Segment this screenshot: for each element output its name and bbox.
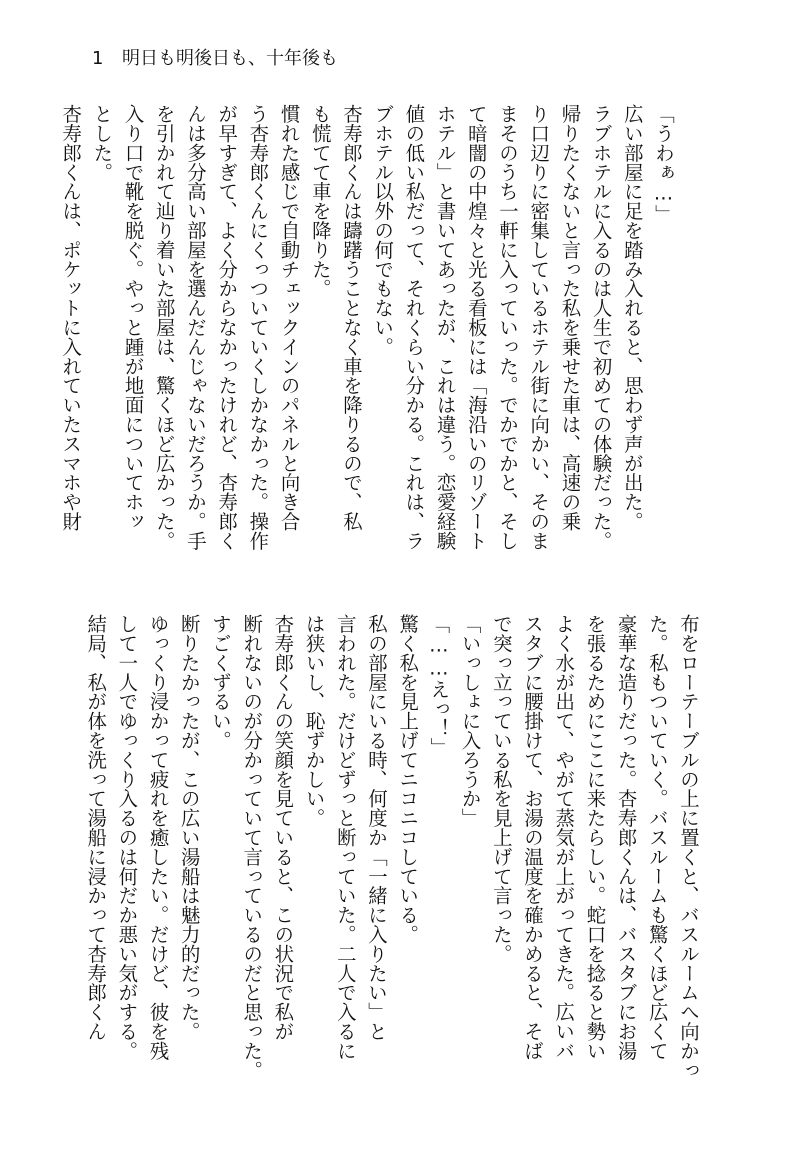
text-line: 豪華な造りだった。杏寿郎くんは、バスタブにお湯 xyxy=(614,614,638,1061)
text-line: て暗闇の中煌々と光る看板には「海沿いのリゾート xyxy=(464,104,488,551)
text-line: で突っ立っている私を見上げて言った。 xyxy=(489,614,513,964)
text-line: スタブに腰掛けて、お湯の温度を確かめると、そば xyxy=(520,614,544,1061)
text-line: ゆっくり浸かって疲れを癒したい。だけど、彼を残 xyxy=(146,614,170,1061)
text-line: 「……えっ！」 xyxy=(427,614,451,757)
running-header xyxy=(92,44,338,70)
text-line: 「いっしょに入ろうか」 xyxy=(458,614,482,828)
text-line: を引かれて辿り着いた部屋は、驚くほど広かった。 xyxy=(152,104,176,551)
text-line: 断りたかったが、この広い湯船は魅力的だった。 xyxy=(177,614,201,1041)
text-line: んは多分高い部屋を選んだんじゃないだろうか。手 xyxy=(183,104,207,551)
text-line: が早すぎて、よく分からなかったけれど、杏寿郎く xyxy=(215,104,239,551)
book-title: 明日も明後日も、十年後も xyxy=(122,48,338,69)
text-line: 断れないのが分かっていて言っているのだと思った。 xyxy=(240,614,264,1080)
text-line: すごくずるい。 xyxy=(208,614,232,750)
text-line: して一人でゆっくり入るのは何だか悪い気がする。 xyxy=(115,614,139,1061)
text-line: 「うわぁ…」 xyxy=(652,104,675,224)
text-line: 言われた。だけどずっと断っていた。二人で入るに xyxy=(333,614,357,1061)
text-line: た。私もついていく。バスルームも驚くほど広くて xyxy=(645,614,669,1061)
text-line: 私の部屋にいる時、何度か「一緒に入りたい」と xyxy=(364,614,388,1041)
text-line: 杏寿郎くんの笑顔を見ていると、この状況で私が xyxy=(271,614,295,1041)
text-line: 値の低い私だって、それくらい分かる。これは、ラ xyxy=(402,104,426,551)
text-line: 入り口で靴を脱ぐ。やっと踵が地面についてホッ xyxy=(121,104,145,531)
text-line: 布をローテーブルの上に置くと、バスルームへ向かっ xyxy=(677,614,700,1080)
page-number: 1 xyxy=(92,48,104,69)
text-line: ラブホテルに入るのは人生で初めての体験だった。 xyxy=(589,104,613,551)
text-line: 広い部屋に足を踏み入れると、思わず声が出た。 xyxy=(620,104,644,531)
text-line: は狭いし、恥ずかしい。 xyxy=(302,614,326,828)
text-line: 慣れた感じで自動チェックインのパネルと向き合 xyxy=(277,104,301,531)
text-line: とした。 xyxy=(90,104,114,182)
text-line: も慌てて車を降りた。 xyxy=(308,104,332,298)
text-line: り口辺りに密集しているホテル街に向かい、そのま xyxy=(527,104,551,551)
text-line: ブホテル以外の何でもない。 xyxy=(371,104,395,357)
text-line: を張るためにここに来たらしい。蛇口を捻ると勢い xyxy=(583,614,607,1061)
text-line: う杏寿郎くんにくっついていくしかなかった。操作 xyxy=(246,104,270,551)
text-line: 杏寿郎くんは躊躇うことなく車を降りるので、私 xyxy=(339,104,363,531)
text-line: 帰りたくないと言った私を乗せた車は、高速の乗 xyxy=(558,104,582,531)
text-line: まそのうち一軒に入っていった。でかでかと、そし xyxy=(495,104,519,551)
bottom-text-block xyxy=(84,614,704,1080)
text-line: よく水が出て、やがて蒸気が上がってきた。広いバ xyxy=(552,614,576,1061)
text-line: 杏寿郎くんは、ポケットに入れていたスマホや財 xyxy=(59,104,83,531)
text-line: 驚く私を見上げてニコニコしている。 xyxy=(396,614,420,944)
top-text-block xyxy=(59,104,679,564)
text-line: 結局、私が体を洗って湯船に浸かって杏寿郎くん xyxy=(84,614,108,1041)
text-line: ホテル」と書いてあったが、これは違う。恋愛経験 xyxy=(433,104,457,551)
